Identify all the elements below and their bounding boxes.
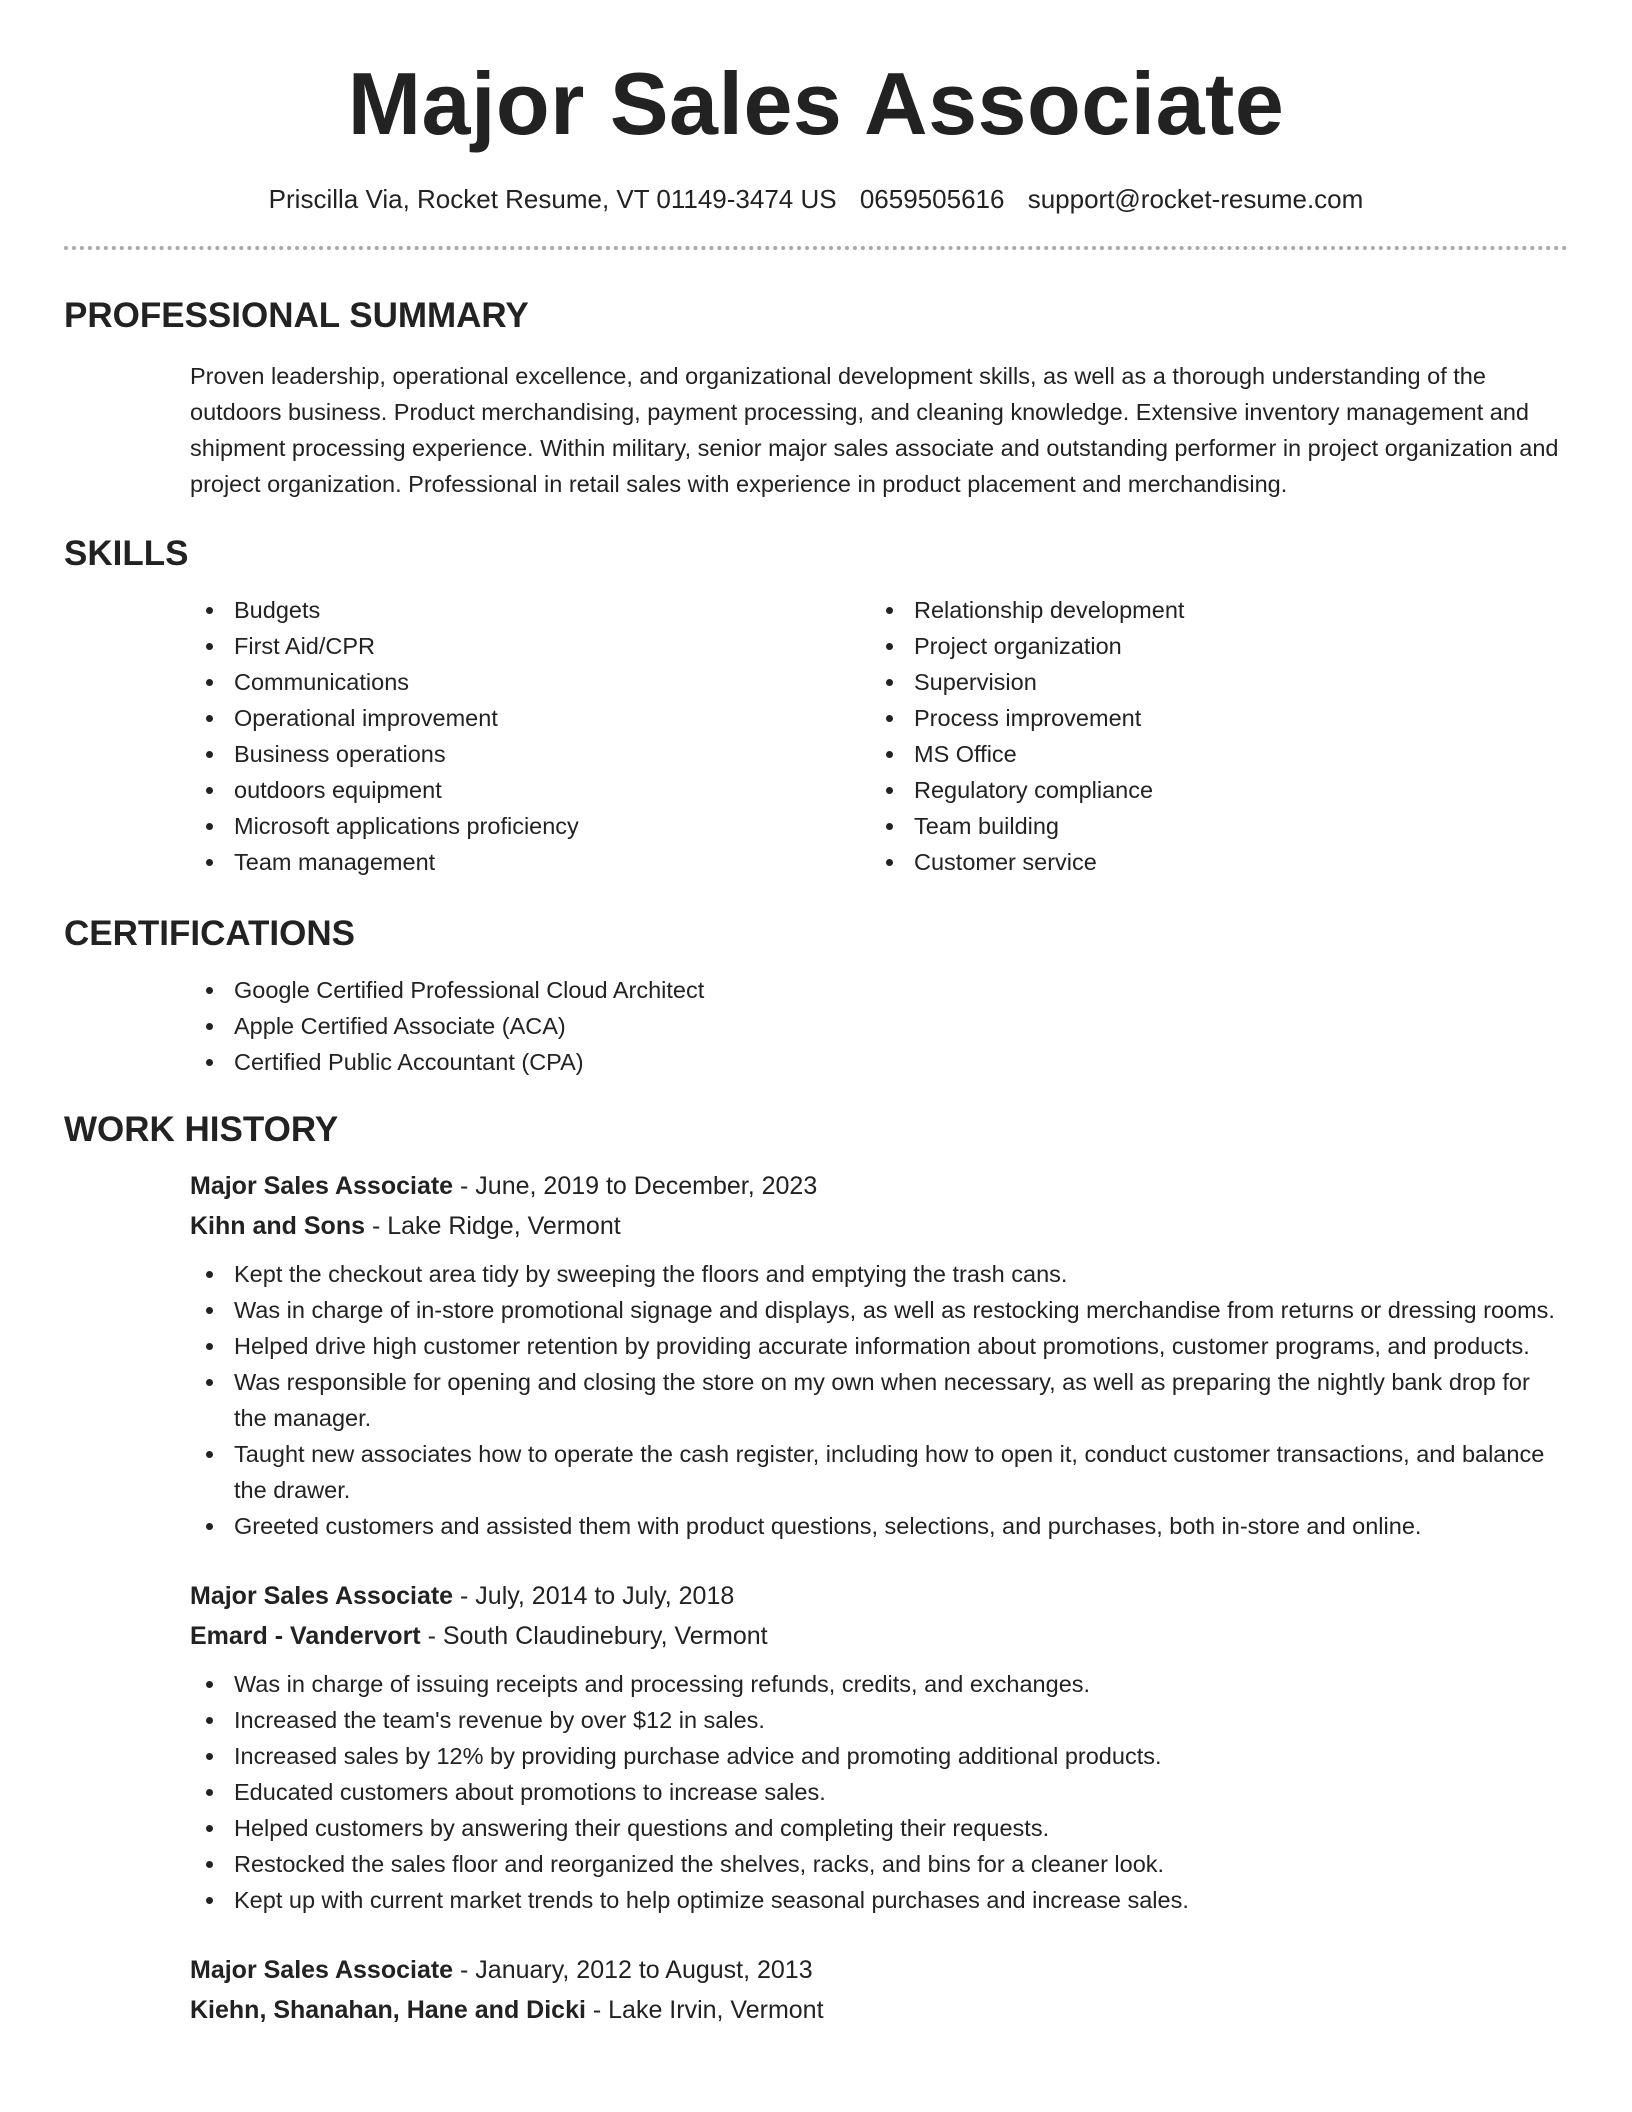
- summary-text: Proven leadership, operational excellence, and organizational development skills, as well as a thorough understanding of the outdoors business. Product merchandising, payment processing, and cleaning knowledge. Extensive inventory management and shipment processing experience. Within military, senior major sales associate and outstanding performer in project organization and project organization. Professional in retail sales with experience in product placement and merchandising.: [190, 363, 1559, 497]
- job-bullet: Greeted customers and assisted them with product questions, selections, and purchases, both in-store and online.: [190, 1508, 1568, 1544]
- skill-item: Operational improvement: [190, 700, 870, 736]
- job-title-line: [190, 1576, 1568, 1616]
- resume-title: Major Sales Associate: [347, 54, 1285, 153]
- job-company-line: [190, 1206, 1568, 1246]
- skill-item: outdoors equipment: [190, 772, 870, 808]
- job-bullet: Educated customers about promotions to increase sales.: [190, 1774, 1568, 1810]
- skill-item: Team management: [190, 844, 870, 880]
- job-bullet: Kept the checkout area tidy by sweeping the floors and emptying the trash cans.: [190, 1256, 1568, 1292]
- certification-item: Apple Certified Associate (ACA): [190, 1008, 1568, 1044]
- skill-item: Customer service: [870, 844, 1550, 880]
- job-bullet: Increased sales by 12% by providing purchase advice and promoting additional products.: [190, 1738, 1568, 1774]
- job-bullet: Was responsible for opening and closing the store on my own when necessary, as well as preparing the nightly bank drop for the manager.: [190, 1364, 1568, 1436]
- job-bullet: Was in charge of in-store promotional signage and displays, as well as restocking merchandise from returns or dressing rooms.: [190, 1292, 1568, 1328]
- job-location: - Lake Ridge, Vermont: [365, 1212, 621, 1240]
- skill-item: Team building: [870, 808, 1550, 844]
- skill-item: Relationship development: [870, 592, 1550, 628]
- job-bullet: Restocked the sales floor and reorganized the shelves, racks, and bins for a cleaner look.: [190, 1846, 1568, 1882]
- job-entry: [190, 1950, 1568, 2030]
- certifications-section: [64, 912, 1568, 1080]
- job-bullets: [190, 1256, 1568, 1544]
- job-company: Kiehn, Shanahan, Hane and Dicki: [190, 1996, 586, 2024]
- skills-list-right: [870, 592, 1550, 880]
- job-bullet: Taught new associates how to operate the cash register, including how to open it, conduct customer transactions, and balance the drawer.: [190, 1436, 1568, 1508]
- header-divider: [64, 246, 1568, 250]
- job-title: Major Sales Associate: [190, 1582, 454, 1610]
- skill-item: Supervision: [870, 664, 1550, 700]
- work-history-heading: WORK HISTORY: [64, 1110, 339, 1149]
- job-dates: - June, 2019 to December, 2023: [453, 1172, 818, 1200]
- job-title: Major Sales Associate: [190, 1172, 454, 1200]
- skill-item: Process improvement: [870, 700, 1550, 736]
- resume-page: [64, 0, 1568, 2030]
- job-bullets: [190, 1666, 1568, 1918]
- job-company-line: [190, 1990, 1568, 2030]
- contact-phone: 0659505616: [859, 184, 1005, 214]
- contact-email: support@rocket-resume.com: [1027, 184, 1364, 214]
- skills-heading: SKILLS: [64, 534, 189, 573]
- skill-item: MS Office: [870, 736, 1550, 772]
- skills-section: [64, 532, 1568, 880]
- job-bullet: Increased the team's revenue by over $12 in sales.: [190, 1702, 1568, 1738]
- job-bullet: Helped customers by answering their questions and completing their requests.: [190, 1810, 1568, 1846]
- certification-item: Google Certified Professional Cloud Architect: [190, 972, 1568, 1008]
- job-title: Major Sales Associate: [190, 1956, 454, 1984]
- job-title-line: [190, 1166, 1568, 1206]
- contact-address: Priscilla Via, Rocket Resume, VT 01149-3474 US: [268, 184, 837, 214]
- certification-item: Certified Public Accountant (CPA): [190, 1044, 1568, 1080]
- skill-item: Project organization: [870, 628, 1550, 664]
- skills-columns: [190, 592, 1568, 880]
- job-title-line: [190, 1950, 1568, 1990]
- job-dates: - January, 2012 to August, 2013: [453, 1956, 813, 1984]
- summary-section: [64, 294, 1568, 502]
- skill-item: Microsoft applications proficiency: [190, 808, 870, 844]
- job-entry: [190, 1576, 1568, 1918]
- skill-item: Communications: [190, 664, 870, 700]
- job-location: - Lake Irvin, Vermont: [585, 1996, 824, 2024]
- job-company-line: [190, 1616, 1568, 1656]
- job-bullet: Kept up with current market trends to help optimize seasonal purchases and increase sales.: [190, 1882, 1568, 1918]
- summary-heading: PROFESSIONAL SUMMARY: [64, 296, 529, 335]
- contact-line: [64, 182, 1568, 216]
- skill-item: Business operations: [190, 736, 870, 772]
- job-location: - South Claudinebury, Vermont: [420, 1622, 768, 1650]
- job-bullet: Was in charge of issuing receipts and processing refunds, credits, and exchanges.: [190, 1666, 1568, 1702]
- skill-item: First Aid/CPR: [190, 628, 870, 664]
- job-entry: [190, 1166, 1568, 1544]
- skills-list-left: [190, 592, 870, 880]
- job-bullet: Helped drive high customer retention by providing accurate information about promotions, customer programs, and products.: [190, 1328, 1568, 1364]
- certifications-list: [190, 972, 1568, 1080]
- job-company: Kihn and Sons: [190, 1212, 365, 1240]
- work-history-section: [64, 1108, 1568, 2030]
- skill-item: Budgets: [190, 592, 870, 628]
- job-dates: - July, 2014 to July, 2018: [453, 1582, 735, 1610]
- job-company: Emard - Vandervort: [190, 1622, 421, 1650]
- skill-item: Regulatory compliance: [870, 772, 1550, 808]
- certifications-heading: CERTIFICATIONS: [64, 914, 356, 953]
